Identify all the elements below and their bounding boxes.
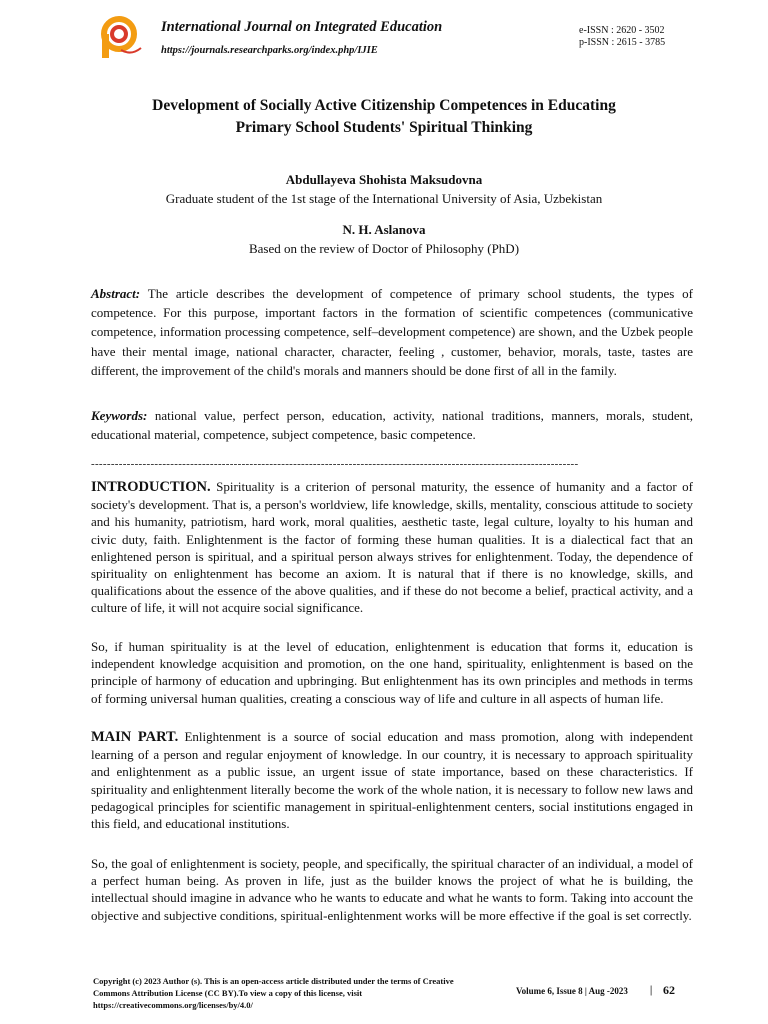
article-title bbox=[80, 95, 688, 139]
introduction-paragraph-2: So, if human spirituality is at the level of education, enlightenment is education that forms it, education is independent knowledge acquisition and promotion, on the one hand, spirituality, enlightenment is based on the principle of harmony of education and upbringing. But enlightenment has its own principles and methods in terms of forming universal human qualities, creating a conscious way of life and culture in all aspects of human life. bbox=[91, 639, 693, 706]
keywords-label: Keywords: bbox=[91, 408, 148, 423]
abstract-label: Abstract: bbox=[91, 286, 141, 301]
copyright-notice: Copyright (c) 2023 Author (s). This is an open-access article distributed under the terms of Creative Commons Attribution License (CC BY).To view a copy of this license, visit https://creativecommons.org/licenses/by/4.0/ bbox=[93, 976, 454, 1010]
main-part-heading: MAIN PART. bbox=[91, 729, 179, 745]
author-1-affiliation: Graduate student of the 1st stage of the International University of Asia, Uzbekistan bbox=[165, 191, 603, 206]
keywords-text: national value, perfect person, education, activity, national traditions, manners, morals, student, educational material, competence, subject competence, basic competence. bbox=[91, 408, 693, 443]
abstract-text: The article describes the development of competence of primary school students, the types of competence. For this purpose, important factors in the formation of scientific competences (communicative competence, information processing competence, self–development competence) are shown, and the Uzbek people have their mental image, national character, character, feeling , customer, behavior, morals, taste, tastes are different, the improvement of the child's morals and manners should be done first of all in the family. bbox=[91, 286, 694, 378]
section-divider: --------------------------------------------------------------------------------------------------------------------------- bbox=[91, 458, 579, 470]
pissn: p-ISSN : 2615 - 3785 bbox=[579, 37, 666, 48]
author-2-name: N. H. Aslanova bbox=[342, 222, 426, 237]
journal-title: International Journal on Integrated Education bbox=[161, 19, 443, 35]
introduction-heading: INTRODUCTION. bbox=[91, 479, 211, 495]
author-1-name: Abdullayeva Shohista Maksudovna bbox=[285, 172, 483, 187]
volume-issue: Volume 6, Issue 8 | Aug -2023 bbox=[516, 986, 628, 996]
introduction-p1-text: Spirituality is a criterion of personal maturity, the essence of humanity and a factor of society's development. That is, a person's worldview, life knowledge, skills, mentality, conscious attitude to society and his humanity, patriotism, hard work, moral qualities, aesthetic taste, legal culture, loyalty to his human and civic duty, faith. Enlightenment is the factor of forming these human qualities. It is a dialectical fact that an enlightened person is spiritual, and a spiritual person always strives for enlightenment. Today, the dependence of spirituality on enlightenment has become an axiom. It is natural that if there is no knowledge, skills, and qualifications about the essence of the above qualities, and if these do not become a belief, practical activity, and a culture of life, it will not acquire social significance. bbox=[91, 479, 693, 616]
introduction-paragraph-1 bbox=[91, 478, 693, 617]
main-part-p1-text: Enlightenment is a source of social education and mass promotion, along with independent learning of a person and regular enjoyment of knowledge. In our country, it is necessary to approach spirituality and enlightenment as a public issue, an urgent issue of state importance, based on these characteristics. If spirituality and enlightenment literally become the work of the whole nation, it is necessary to follow new laws and pedagogical principles for scientific management in spiritual-enlightenment centers, social institutions engaged in this field, and educational institutions. bbox=[91, 729, 693, 832]
journal-url-link[interactable]: https://journals.researchparks.org/index.php/IJIE bbox=[161, 45, 378, 56]
eissn: e-ISSN : 2620 - 3502 bbox=[579, 25, 665, 36]
author-2-affiliation: Based on the review of Doctor of Philosophy (PhD) bbox=[248, 241, 520, 256]
title-line-1: Development of Socially Active Citizenship Competences in Educating bbox=[152, 97, 616, 114]
footer-separator: | bbox=[650, 985, 653, 996]
researchparks-logo-icon bbox=[97, 14, 145, 62]
keywords bbox=[91, 406, 693, 444]
main-part-paragraph-2: So, the goal of enlightenment is society, people, and specifically, the spiritual character of an individual, a model of a perfect human being. As proven in life, just as the builder knows the project of what he is building, the intellectual should imagine in advance who he wants to educate and what he wants to form. Taking into account the objective and subjective conditions, spiritual-enlightenment works will be more effective if the goal is set correctly. bbox=[91, 856, 693, 923]
title-line-2: Primary School Students' Spiritual Thinking bbox=[235, 119, 533, 136]
issn-block bbox=[579, 25, 665, 49]
abstract bbox=[91, 284, 693, 380]
page-number: 62 bbox=[663, 983, 675, 997]
main-part-paragraph-1 bbox=[91, 728, 693, 832]
